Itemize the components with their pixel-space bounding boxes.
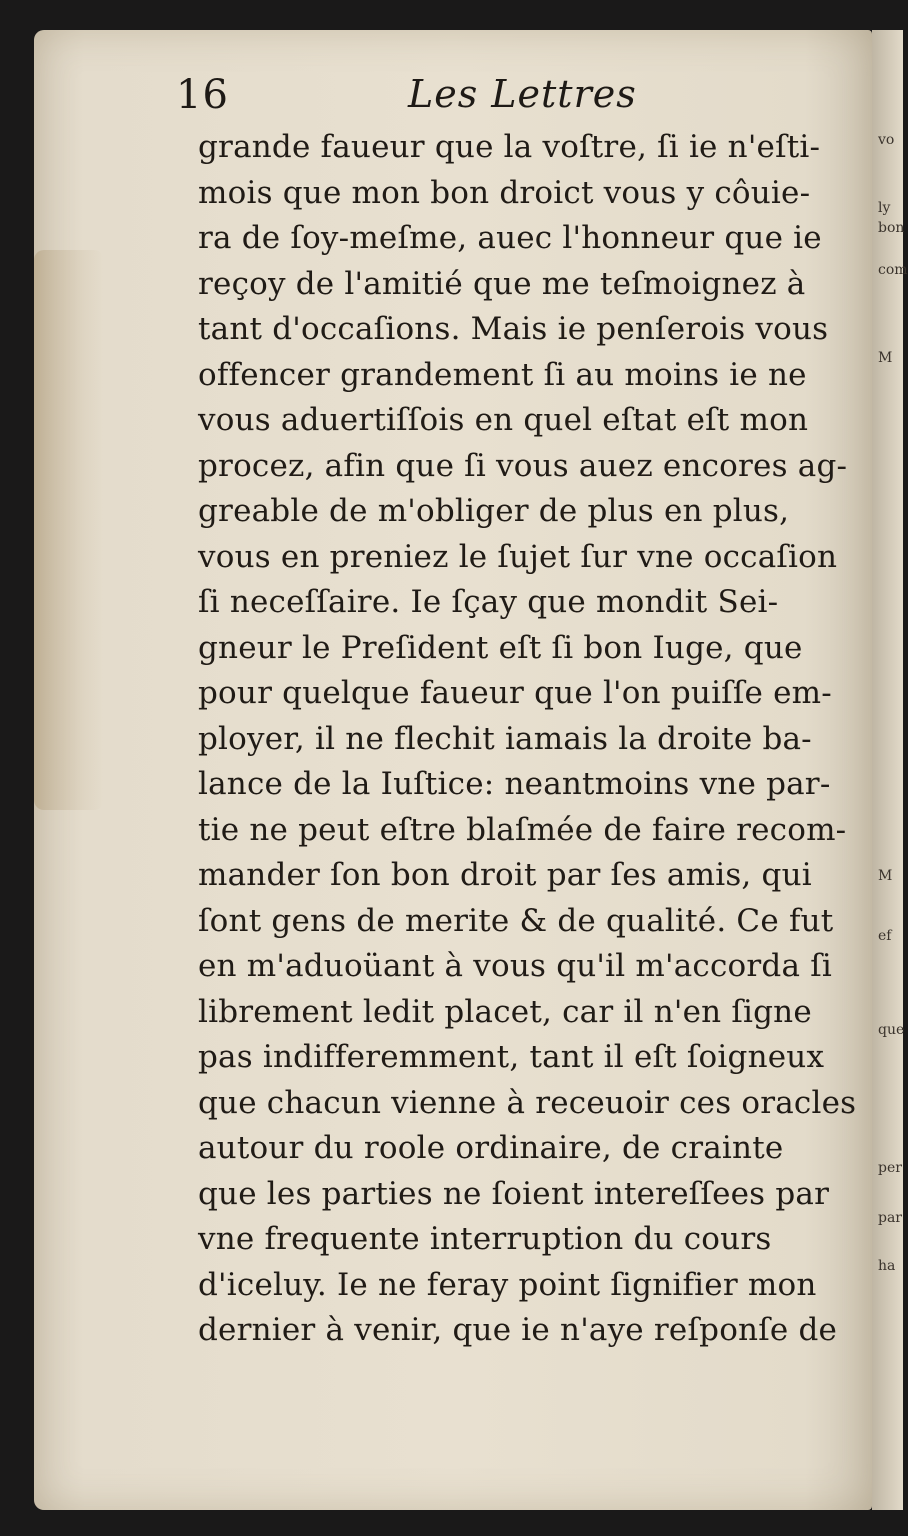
page-header (150, 72, 850, 122)
text-line: offencer grandement ſi au moins ie ne (198, 356, 807, 393)
facing-fragment: vo (878, 132, 895, 148)
text-line: greable de m'obliger de plus en plus, (198, 493, 790, 529)
facing-fragment: par (878, 1210, 903, 1226)
text-line: dernier à venir, que ie n'aye reſponſe de (198, 1312, 838, 1348)
text-line: ra de ſoy-meſme, auec l'honneur que ie (198, 220, 822, 256)
text-line: ſont gens de merite & de qualité. Ce fut (198, 902, 834, 939)
text-line: autour du roole ordinaire, de crainte (198, 1130, 784, 1166)
text-line: procez, afin que ſi vous auez encores ag- (198, 447, 848, 484)
facing-fragment: com (878, 262, 908, 278)
facing-fragment: bon (878, 220, 905, 236)
text-line: vous en preniez le ſujet ſur vne occaſion (198, 538, 838, 575)
text-line: grande faueur que la voſtre, ſi ie n'eſti- (198, 129, 821, 165)
page-stain (34, 250, 104, 810)
text-line: vne frequente interruption du cours (198, 1221, 772, 1257)
text-line: gneur le Preſident eſt ſi bon Iuge, que (198, 629, 803, 666)
text-line: d'iceluy. Ie ne feray point ſignifier mon (198, 1266, 817, 1303)
running-title: Les Lettres (408, 72, 637, 116)
text-line: reçoy de l'amitié que me teſmoignez à (198, 265, 806, 302)
text-line: mander ſon bon droit par ſes amis, qui (198, 857, 812, 893)
text-line: ſi neceſſaire. Ie ſçay que mondit Sei- (198, 584, 779, 620)
facing-fragment: M (878, 350, 893, 366)
text-line: lance de la Iuſtice: neantmoins vne par- (198, 766, 831, 802)
text-line: ployer, il ne flechit iamais la droite ba- (198, 720, 812, 757)
text-line: pas indifferemment, tant il eſt ſoigneux (198, 1039, 825, 1075)
body-text (198, 125, 857, 1354)
page-number: 16 (176, 72, 229, 118)
facing-fragment: per (878, 1160, 902, 1176)
facing-fragment: ha (878, 1258, 896, 1274)
text-line: librement ledit placet, car il n'en ſigne (198, 993, 812, 1030)
text-line: mois que mon bon droict vous y côuie- (198, 174, 811, 211)
text-line: pour quelque faueur que l'on puiſſe em- (198, 675, 832, 711)
facing-fragment: que (878, 1022, 905, 1038)
text-line: tant d'occaſions. Mais ie penſerois vous (198, 311, 829, 347)
text-line: tie ne peut eſtre blaſmée de faire recom- (198, 811, 847, 848)
text-line: que les parties ne ſoient intereſſees par (198, 1175, 830, 1212)
facing-fragment: ef (878, 928, 892, 944)
text-line: que chacun vienne à receuoir ces oracles (198, 1084, 857, 1121)
facing-page-edge (872, 30, 908, 1510)
text-line: vous aduertiſſois en quel eſtat eſt mon (198, 402, 809, 438)
facing-fragment: ly (878, 200, 891, 216)
facing-fragment: M (878, 868, 893, 884)
text-line: en m'aduoüant à vous qu'il m'accorda ſi (198, 948, 832, 984)
